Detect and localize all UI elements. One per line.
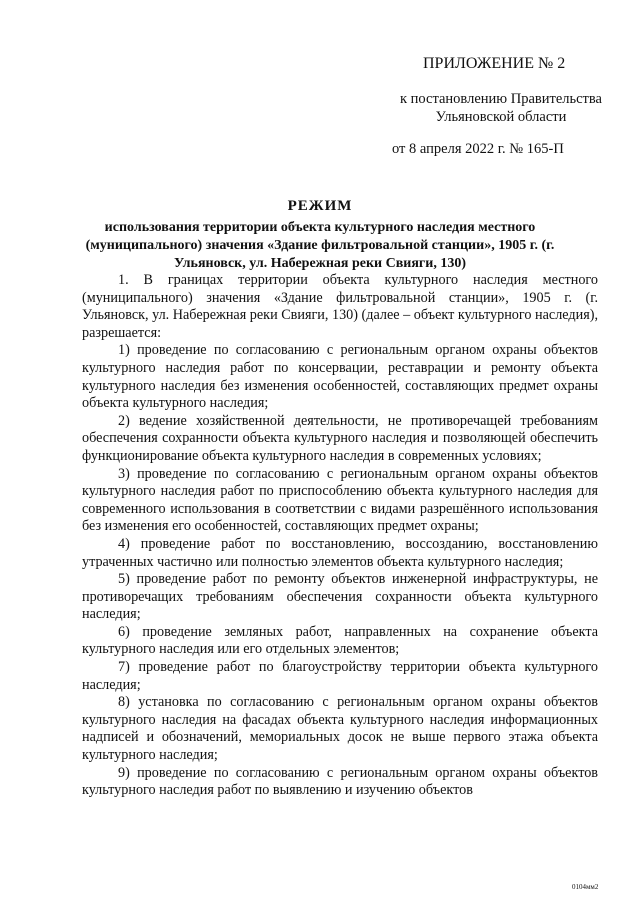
paragraph: 5) проведение работ по ремонту объектов инженерной инфраструктуры, не противоречащих требованиям обеспечения сохранности объекта культурного наследия; [82, 571, 598, 623]
document-title [85, 198, 555, 273]
paragraph: 7) проведение работ по благоустройству территории объекта культурного наследия; [82, 659, 598, 693]
footer-code: 0104мм2 [572, 883, 599, 891]
paragraph: 8) установка по согласованию с региональным органом охраны объектов культурного наследия на фасадах объекта культурного наследия информационных надписей и обозначений, мемориальных досок не выше первого этажа объекта культурного наследия; [82, 694, 598, 764]
paragraph: 6) проведение земляных работ, направленных на сохранение объекта культурного наследия или его отдельных элементов; [82, 623, 598, 658]
paragraph: 1) проведение по согласованию с региональным органом охраны объектов культурного наследия работ по консервации, реставрации и ремонту объекта культурного наследия без изменения особенностей, составляющих предмет охраны объекта культурного наследия; [82, 342, 598, 412]
document-body [82, 272, 598, 800]
paragraph: 1. В границах территории объекта культурного наследия местного (муниципального) значения «Здание фильтровальной станции», 1905 г. (г. Ульяновск, ул. Набережная реки Свияги, 130) (далее – объект культурного наследия), разрешается: [82, 272, 598, 341]
title-subtitle: использования территории объекта культурного наследия местного (муниципального) значения «Здание фильтровальной станции», 1905 г. (г. Ульяновск, ул. Набережная реки Свияги, 130) [85, 220, 555, 271]
paragraph: 3) проведение по согласованию с региональным органом охраны объектов культурного наследия работ по приспособлению объекта культурного наследия для современного использования в соответствии с видами разрешённого использования без изменения его особенностей, составляющих предмет охраны; [82, 465, 598, 535]
resolution-line-2: Ульяновской области [435, 109, 567, 125]
resolution-reference [386, 90, 616, 126]
resolution-line-1: к постановлению Правительства [400, 91, 602, 107]
appendix-heading: ПРИЛОЖЕНИЕ № 2 [423, 55, 566, 72]
resolution-date: от 8 апреля 2022 г. № 165-П [392, 141, 564, 157]
paragraph: 4) проведение работ по восстановлению, воссозданию, восстановлению утраченных частично или полностью элементов объекта культурного наследия; [82, 535, 598, 570]
paragraph: 9) проведение по согласованию с региональным органом охраны объектов культурного наследия работ по выявлению и изучению объектов [82, 764, 598, 799]
paragraph: 2) ведение хозяйственной деятельности, не противоречащей требованиям обеспечения сохранности объекта культурного наследия и позволяющей обеспечить функционирование объекта культурного наследия в современных условиях; [82, 412, 598, 464]
title-main: РЕЖИМ [287, 198, 353, 214]
